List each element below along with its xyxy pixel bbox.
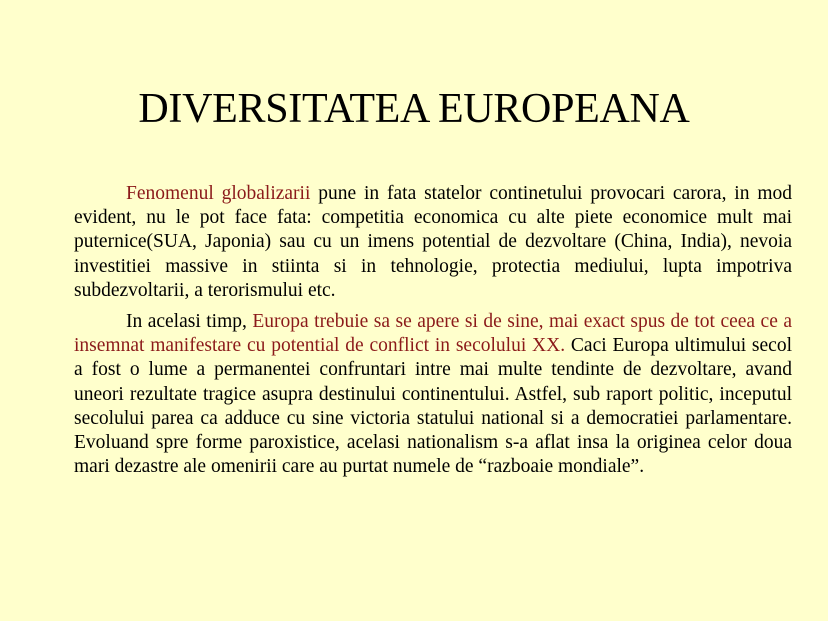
highlight-globalization: Fenomenul globalizarii [126,183,311,204]
paragraph-history-text: Caci Europa ultimului secol a fost o lume a permanentei confruntari intre mai multe tendinte de dezvoltare, avand uneori rezultate tragice asupra destinului continentului. Astfel, sub raport politic, inceputul secolului parea ca adduce cu sine victoria statului national si a democratiei parlamentare. Evoluand spre forme paroxistice, acelasi nationalism s-a aflat insa la originea celor doua mari dezastre ale omenirii care au purtat numele de “razboaie mondiale”. [74,335,792,478]
highlight-europe-defense: Europa trebuie sa se apere si de sine, mai exact spus de tot ceea ce a insemnat manifestare cu potential de conflict in secolului XX. [74,311,792,357]
paragraph-history-intro: In acelasi timp, [126,311,253,333]
paragraph-european-history [74,310,792,479]
slide-title: DIVERSITATEA EUROPEANA [138,86,690,132]
paragraph-globalization-text: pune in fata statelor continetului provocari carora, in mod evident, nu le pot face fata: competitia economica cu alte piete economice mult mai puternice(SUA, Japonia) sau cu un imens potential de dezvoltare (China, India), nevoia investitiei massive in stiinta si in tehnologie, protectia mediului, lupta impotriva subdezvoltarii, a terorismului etc. [74,183,792,301]
paragraph-globalization [74,182,792,303]
slide-body [74,182,792,479]
